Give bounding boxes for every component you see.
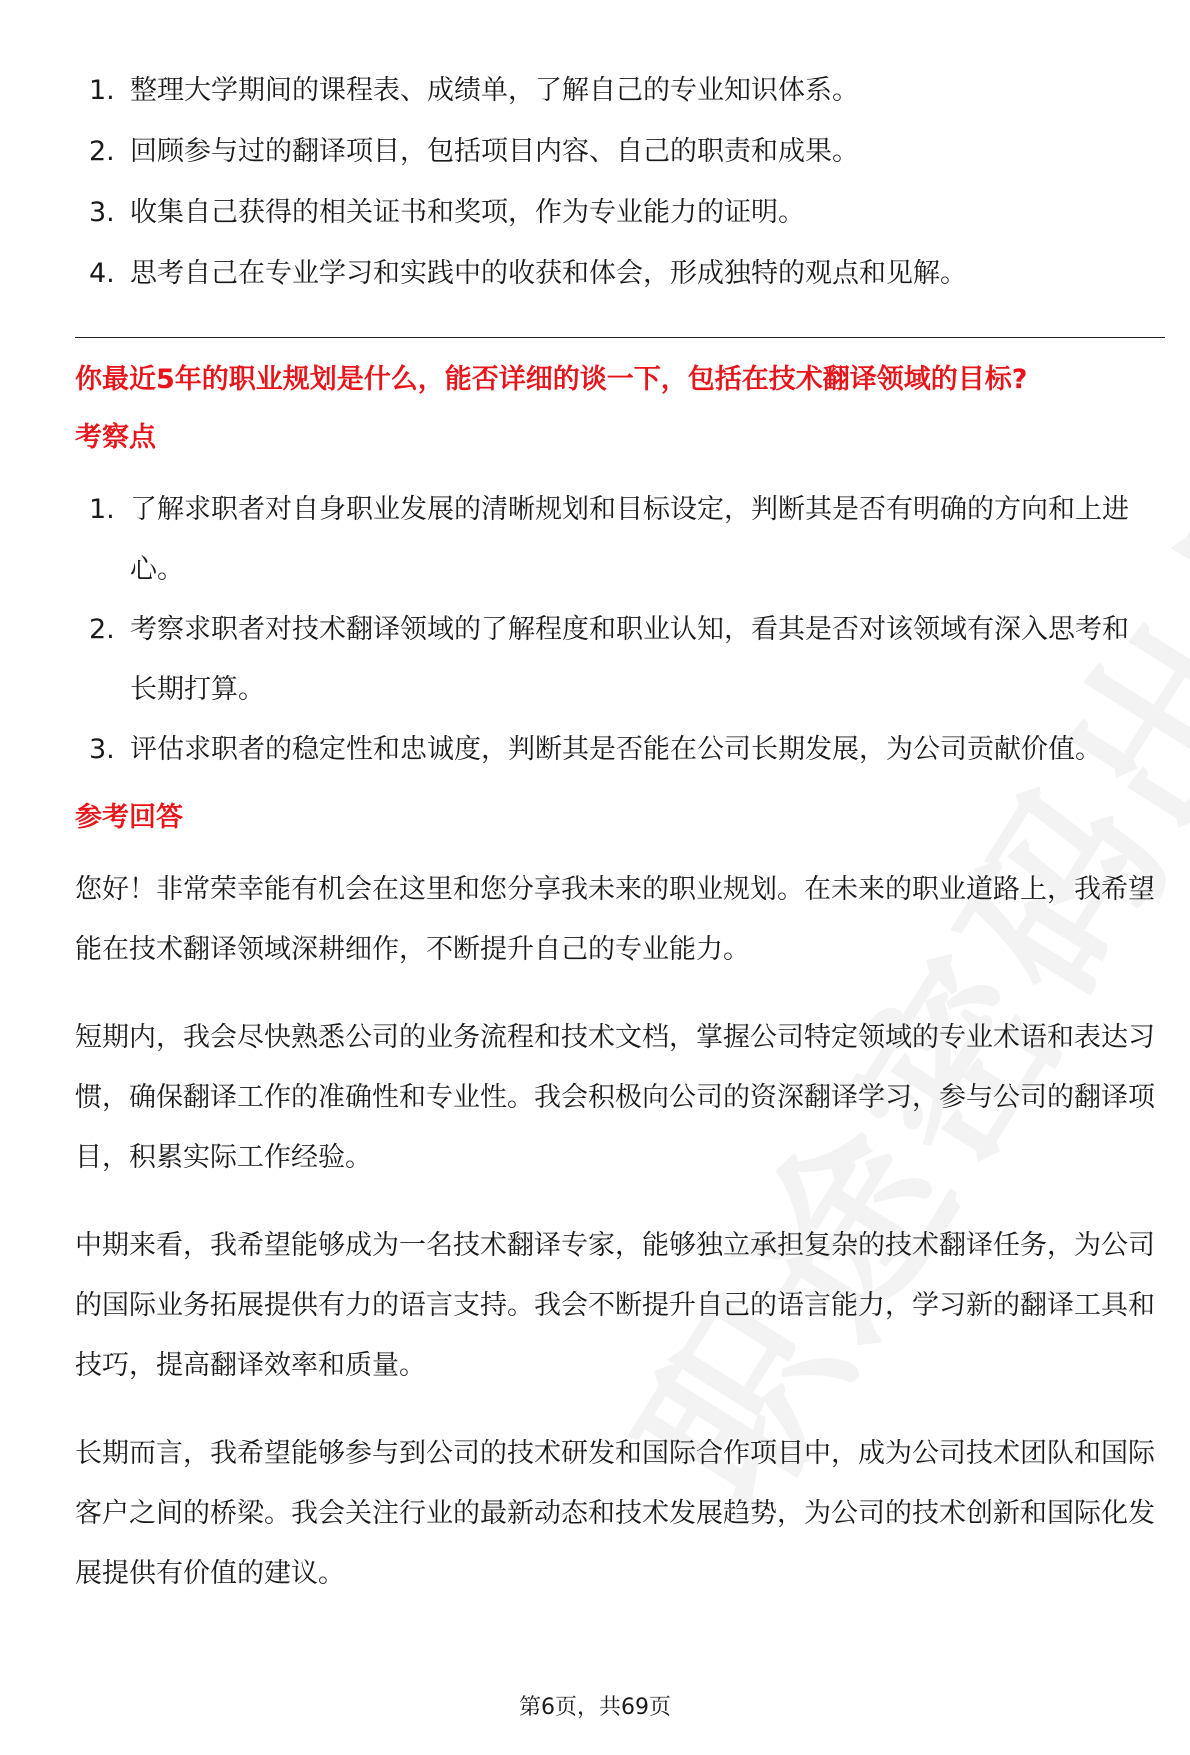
list-item-number: 3. [89, 734, 115, 765]
list-item-text: 了解求职者对自身职业发展的清晰规划和目标设定，判断其是否有明确的方向和上进心。 [130, 494, 1129, 585]
section-divider [75, 337, 1165, 338]
answer-heading: 参考回答 [75, 802, 183, 833]
list-item-number: 4. [89, 258, 115, 289]
list-item-number: 3. [89, 197, 115, 228]
preparation-list [75, 60, 1155, 304]
list-item [75, 600, 1155, 720]
list-item-number: 1. [89, 494, 115, 525]
page-content [75, 60, 1155, 1604]
answer-paragraph: 中期来看，我希望能够成为一名技术翻译专家，能够独立承担复杂的技术翻译任务，为公司的国际业务拓展提供有力的语言支持。我会不断提升自己的语言能力，学习新的翻译工具和技巧，提高翻译效率和质量。 [75, 1230, 1155, 1381]
list-item-text: 整理大学期间的课程表、成绩单，了解自己的专业知识体系。 [130, 75, 859, 106]
list-item [75, 60, 1155, 121]
answer-paragraph: 短期内，我会尽快熟悉公司的业务流程和技术文档，掌握公司特定领域的专业术语和表达习惯，确保翻译工作的准确性和专业性。我会积极向公司的资深翻译学习，参与公司的翻译项目，积累实际工作经验。 [75, 1022, 1155, 1173]
list-item [75, 121, 1155, 182]
list-item-text: 收集自己获得的相关证书和奖项，作为专业能力的证明。 [130, 197, 805, 228]
list-item-text: 评估求职者的稳定性和忠诚度，判断其是否能在公司长期发展，为公司贡献价值。 [130, 734, 1102, 765]
page-number: 第6页，共69页 [519, 1695, 671, 1720]
interview-question: 你最近5年的职业规划是什么，能否详细的谈一下，包括在技术翻译领域的目标? [75, 364, 1028, 395]
list-item-number: 2. [89, 614, 115, 645]
list-item [75, 480, 1155, 600]
list-item-text: 考察求职者对技术翻译领域的了解程度和职业认知，看其是否对该领域有深入思考和长期打算。 [130, 614, 1129, 705]
list-item [75, 720, 1155, 780]
answer-paragraph: 您好！非常荣幸能有机会在这里和您分享我未来的职业规划。在未来的职业道路上，我希望能在技术翻译领域深耕细作，不断提升自己的专业能力。 [75, 874, 1155, 965]
assessment-points-list [75, 480, 1155, 780]
list-item-number: 2. [89, 136, 115, 167]
list-item-number: 1. [89, 75, 115, 106]
answer-paragraph: 长期而言，我希望能够参与到公司的技术研发和国际合作项目中，成为公司技术团队和国际客户之间的桥梁。我会关注行业的最新动态和技术发展趋势，为公司的技术创新和国际化发展提供有价值的建议。 [75, 1438, 1155, 1589]
list-item-text: 回顾参与过的翻译项目，包括项目内容、自己的职责和成果。 [130, 136, 859, 167]
points-heading: 考察点 [75, 422, 156, 453]
list-item [75, 243, 1155, 304]
list-item-text: 思考自己在专业学习和实践中的收获和体会，形成独特的观点和见解。 [130, 258, 967, 289]
list-item [75, 182, 1155, 243]
